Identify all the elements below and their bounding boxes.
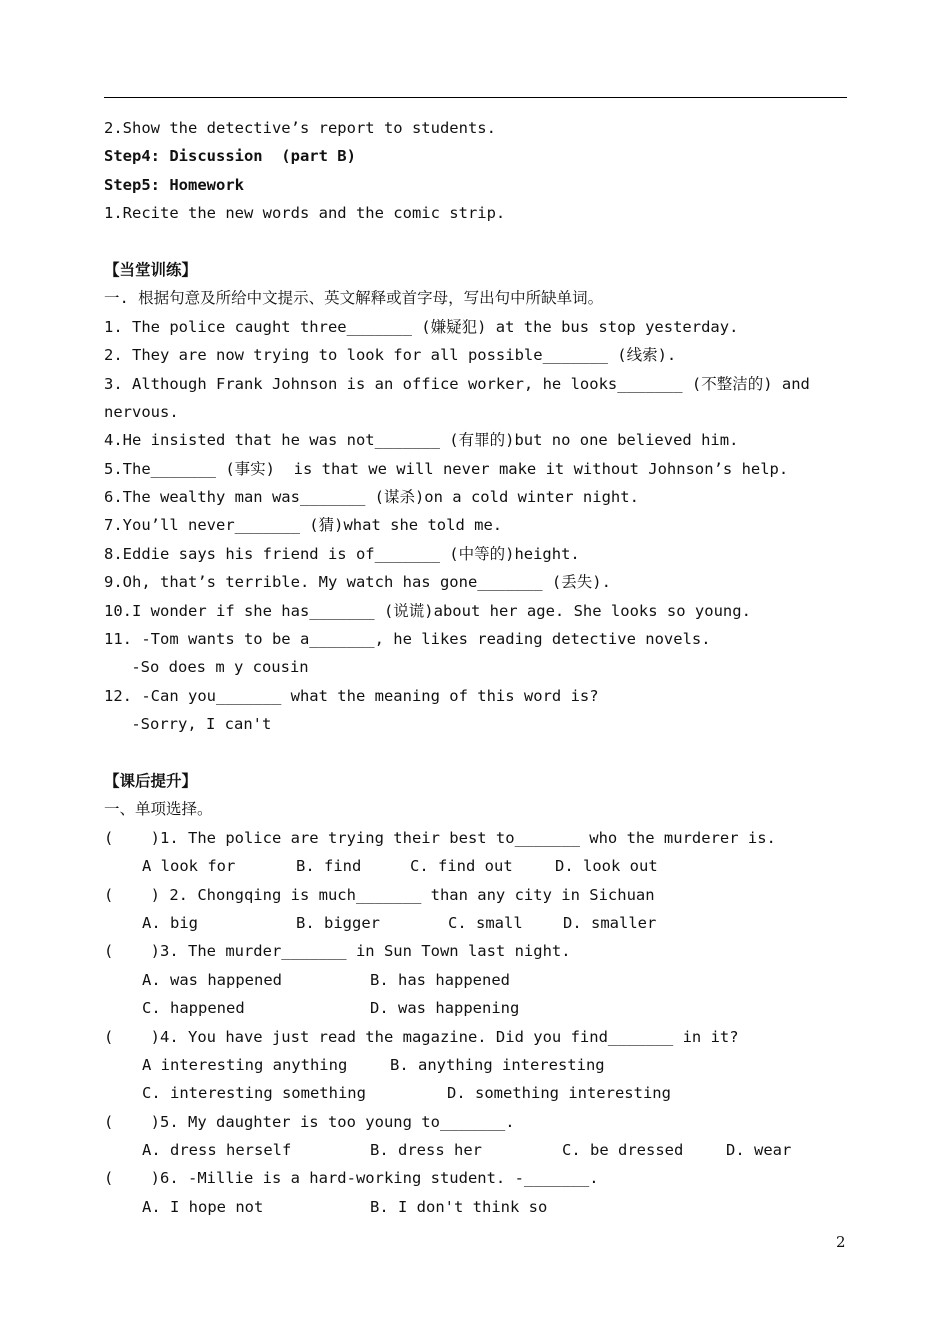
blank-line (104, 228, 864, 256)
option: A. dress herself (142, 1141, 292, 1160)
question-options (104, 1193, 864, 1221)
exercise-item: 9.Oh, that’s terrible. My watch has gone_______ (丢失). (104, 573, 611, 592)
exercise-item: 2. They are now trying to look for all possible_______ (线索). (104, 346, 677, 365)
option: D. something interesting (447, 1084, 671, 1103)
option: A. I hope not (142, 1197, 264, 1216)
option: A interesting anything (142, 1055, 348, 1074)
option: B. dress her (370, 1141, 482, 1160)
exercise-item: 6.The wealthy man was_______ (谋杀)on a cold winter night. (104, 488, 639, 507)
text-line: 2.Show the detective’s report to students. (104, 119, 496, 137)
option: B. has happened (370, 970, 510, 989)
exercise-item: 10.I wonder if she has_______ (说谎)about her age. She looks so young. (104, 601, 751, 620)
section-heading: 【当堂训练】 (104, 260, 198, 279)
exercise-item: 1. The police caught three_______ (嫌疑犯) at the bus stop yesterday. (104, 317, 739, 336)
option: A. was happened (142, 970, 282, 989)
exercise-item: 11. -Tom wants to be a_______, he likes reading detective novels. (104, 630, 711, 649)
option: D. wear (726, 1141, 792, 1160)
option: D. was happening (370, 999, 520, 1018)
header-rule (104, 97, 847, 98)
text-line: 1.Recite the new words and the comic strip. (104, 204, 506, 223)
question-stem: ( )1. The police are trying their best to_______ who the murderer is. (104, 828, 776, 847)
exercise-item: 5.The_______ (事实) is that we will never make it without Johnson’s help. (104, 459, 789, 478)
question-stem: ( ) 2. Chongqing is much_______ than any city in Sichuan (104, 885, 655, 904)
step-heading: Step4: Discussion (part B) (104, 147, 356, 166)
exercise-item: 7.You’ll never_______ (猜)what she told me. (104, 516, 503, 535)
exercise-item: 12. -Can you_______ what the meaning of this word is? (104, 686, 599, 705)
option: C. happened (142, 999, 245, 1018)
option: B. find (296, 857, 362, 876)
option: B. I don't think so (370, 1197, 548, 1216)
option: B. bigger (296, 913, 380, 932)
question-options (104, 1079, 864, 1107)
exercise-item: 3. Although Frank Johnson is an office worker, he looks_______ (不整洁的) and (104, 374, 810, 393)
option: C. find out (410, 857, 513, 876)
question-options (104, 994, 864, 1022)
question-options (104, 852, 864, 880)
exercise-item: -Sorry, I can't (122, 715, 272, 734)
blank-line (104, 739, 864, 767)
question-options (104, 1136, 864, 1164)
section-heading: 【课后提升】 (104, 771, 198, 790)
question-stem: ( )3. The murder_______ in Sun Town last night. (104, 942, 571, 961)
step-heading: Step5: Homework (104, 175, 244, 194)
question-stem: ( )4. You have just read the magazine. Did you find_______ in it? (104, 1027, 739, 1046)
section-instruction: 一、单项选择。 (104, 800, 213, 819)
option: B. anything interesting (390, 1055, 605, 1074)
option: C. small (448, 913, 523, 932)
exercise-item: 8.Eddie says his friend is of_______ (中等的)height. (104, 544, 580, 563)
exercise-item: 4.He insisted that he was not_______ (有罪的)but no one believed him. (104, 431, 739, 450)
question-options (104, 909, 864, 937)
option: A. big (142, 913, 198, 932)
option: C. interesting something (142, 1084, 366, 1103)
option: D. look out (555, 857, 658, 876)
option: A look for (142, 857, 236, 876)
exercise-item: -So does m y cousin (122, 658, 309, 677)
option: C. be dressed (562, 1141, 684, 1160)
exercise-item: nervous. (104, 402, 179, 421)
section-instruction: 一. 根据句意及所给中文提示、英文解释或首字母，写出句中所缺单词。 (104, 289, 604, 308)
question-options (104, 1051, 864, 1079)
question-stem: ( )5. My daughter is too young to_______. (104, 1112, 515, 1131)
page-number: 2 (836, 1233, 846, 1251)
option: D. smaller (563, 913, 657, 932)
question-stem: ( )6. -Millie is a hard-working student. -_______. (104, 1169, 599, 1188)
question-options (104, 966, 864, 994)
page-content (104, 114, 864, 1221)
